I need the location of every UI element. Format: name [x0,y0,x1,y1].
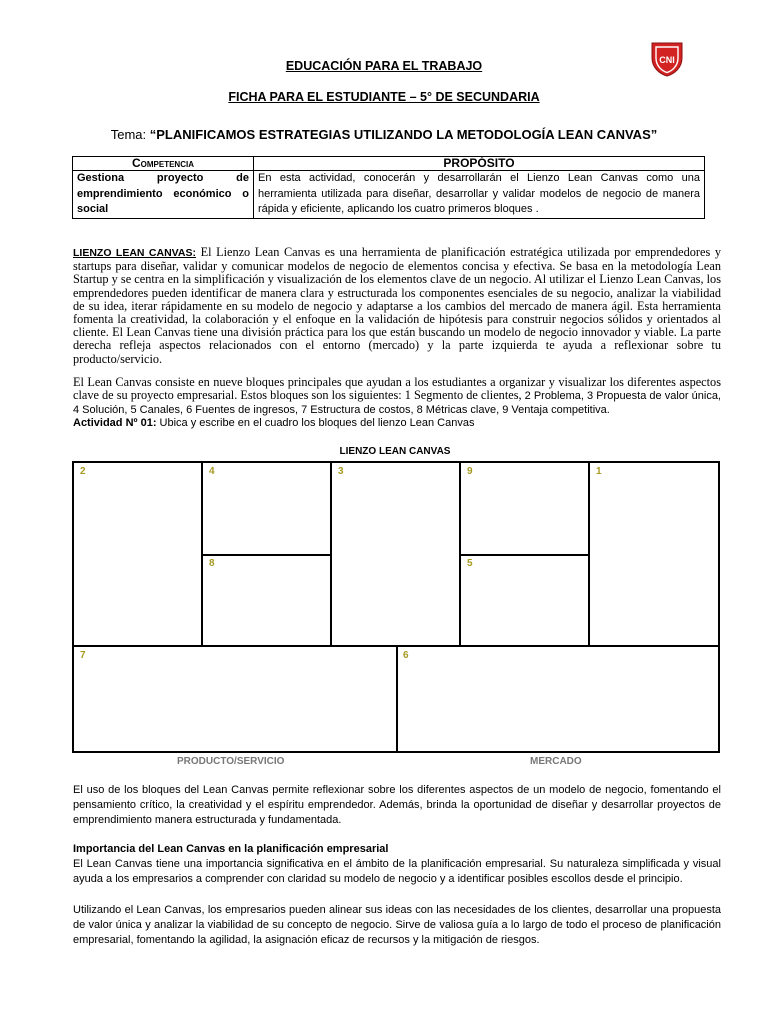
activity-line [73,416,723,430]
canvas-block-solution[interactable] [201,461,332,556]
intro-paragraph [73,246,721,366]
block-number: 1 [596,466,602,477]
canvas-block-cost-structure[interactable] [72,645,398,753]
block-number: 4 [209,466,215,477]
canvas-block-unfair-advantage[interactable] [459,461,590,556]
canvas-block-customer-segments[interactable] [588,461,720,647]
importance-paragraph: El Lean Canvas tiene una importancia significativa en el ámbito de la planificación empresarial. Su naturaleza simplificada y visual ayuda a los empresarios a comprender con claridad su modelo de negocio y a identificar posibles escollos desde el principio. [73,858,721,886]
logo-text: CNI [659,55,675,65]
competency-text-last: social [77,203,109,215]
topic-line [0,127,768,142]
blocks-paragraph [73,376,721,418]
block-number: 5 [467,558,473,569]
topic-value: “PLANIFICAMOS ESTRATEGIAS UTILIZANDO LA METODOLOGÍA LEAN CANVAS” [149,127,658,142]
intro-text: El Lienzo Lean Canvas es una herramienta de planificación estratégica utilizada por emprendedores y startups para diseñar, validar y comunicar modelos de negocio de elementos concisa y efectiva. Se basa en la metodología Lean Startup y se centra en la simplificación y visualización de los elementos clave de un negocio. Al utilizar el Lienzo Lean Canvas, los emprendedores pueden identificar de manera clara y estructurada los componentes esenciales de su negocio, analizar la viabilidad de su idea, iterar rápidamente en su modelo de negocio y adaptarse a los cambios del mercado de manera ágil. Esta herramienta fomenta la creatividad, la colaboración y el enfoque en la validación de hipótesis para construir negocios sólidos y orientados al cliente. El Lean Canvas tiene una división práctica para los que están buscando un modelo de negocio innovador y viable. La parte derecha refleja aspectos relacionados con el entorno (mercado) y la parte izquierda te ayuda a reflexionar sobre tu producto/servicio. [73,245,721,366]
product-service-label: PRODUCTO/SERVICIO [177,756,285,767]
block-number: 3 [338,466,344,477]
competency-text: Gestiona proyecto de emprendimiento económico o [77,172,249,200]
block-number: 8 [209,558,215,569]
block-number: 9 [467,466,473,477]
market-label: MERCADO [530,756,582,767]
competency-header: Competencia [73,157,254,171]
canvas-block-problem[interactable] [72,461,203,647]
purpose-cell: En esta actividad, conocerán y desarrollarán el Lienzo Lean Canvas como una herramienta utilizada para diseñar, desarrollar y validar modelos de negocio de manera rápida y eficiente, aplicando los cuatro primeros bloques . [254,171,705,219]
canvas-block-value-proposition[interactable] [330,461,461,647]
competency-cell [73,171,254,219]
document-subtitle: FICHA PARA EL ESTUDIANTE – 5° DE SECUNDARIA [228,90,540,104]
canvas-block-key-metrics[interactable] [201,554,332,647]
block-number: 6 [403,650,409,661]
activity-label: Actividad Nº 01: [73,417,157,429]
block-number: 2 [80,466,86,477]
closing-paragraph: El uso de los bloques del Lean Canvas permite reflexionar sobre los diferentes aspectos de un modelo de negocio, fomentando el pensamiento crítico, la creatividad y el espíritu emprendedor. Además, brinda la oportunidad de diseñar y desarrollar proyectos de emprendimiento manera estructurada y fundamentada. [73,784,721,827]
topic-label: Tema: [110,127,150,142]
school-logo [648,40,686,78]
blocks-text-sans: 2 Problema, 3 Propuesta de valor única, 4 Solución, 5 Canales, 6 Fuentes de ingresos, 7 Estructura de costos, 8 Métricas clave, 9 Ventaja competitiva. [73,390,721,417]
canvas-block-revenue-streams[interactable] [396,645,720,753]
purpose-header: PROPÓSITO [254,157,705,171]
blocks-text-serif: El Lean Canvas consiste en nueve bloques principales que ayudan a los estudiantes a organizar y visualizar los diferentes aspectos clave de su proyecto empresarial. Estos bloques son los siguientes: 1 Segmento de clientes, [73,375,721,403]
section-heading: Importancia del Lean Canvas en la planificación empresarial [73,843,389,855]
canvas-title: LIENZO LEAN CANVAS [339,446,451,457]
intro-lead: LIENZO LEAN CANVAS: [73,247,196,259]
activity-text: Ubica y escribe en el cuadro los bloques del lienzo Lean Canvas [156,417,475,429]
block-number: 7 [80,650,86,661]
document-title: EDUCACIÓN PARA EL TRABAJO [285,59,483,73]
canvas-block-channels[interactable] [459,554,590,647]
competency-table [72,156,705,219]
usage-paragraph: Utilizando el Lean Canvas, los empresarios pueden alinear sus ideas con las necesidades de los clientes, desarrollar una propuesta de valor única y analizar la viabilidad de su concepto de negocio. Sirve de valiosa guía a lo largo de todo el proceso de planificación empresarial, fomentando la agilidad, la asignación eficaz de recursos y la mitigación de riesgos. [73,904,721,947]
